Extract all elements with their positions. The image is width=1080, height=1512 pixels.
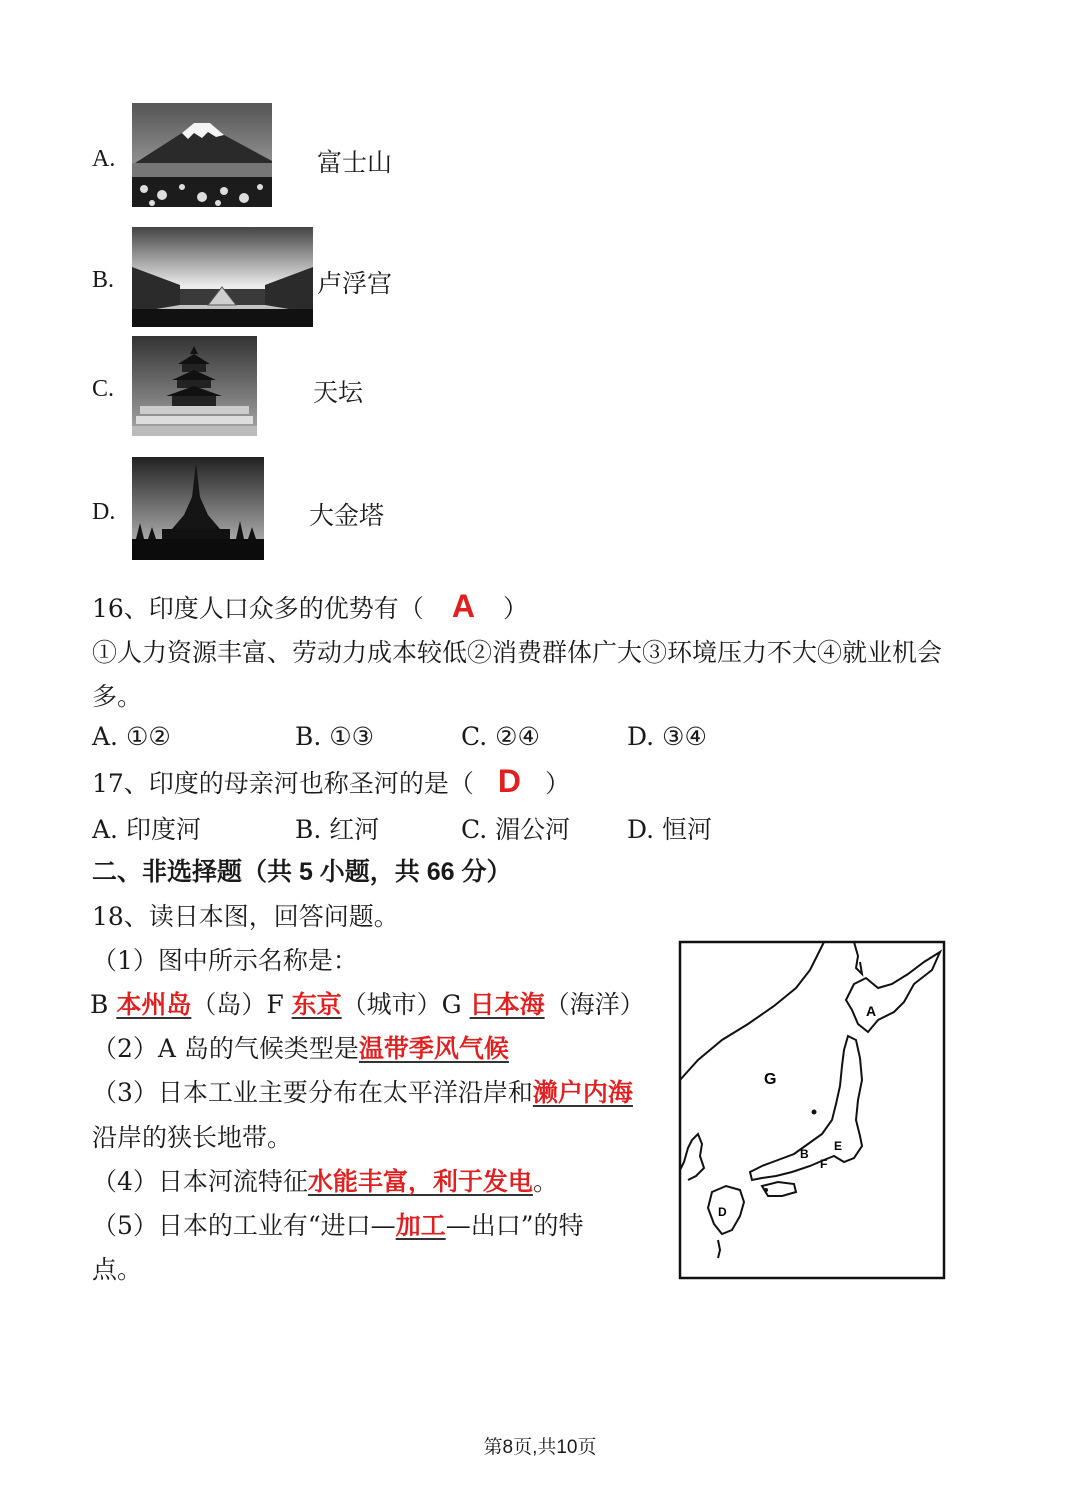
q16-option-d: D. ③④: [627, 722, 707, 751]
option-label: 富士山: [317, 148, 393, 177]
q17-stem: [92, 763, 570, 800]
label-ocean: （海洋）: [544, 990, 645, 1019]
q18-stem: 18、读日本图，回答问题。: [92, 902, 399, 931]
mount-fuji-photo: [132, 103, 272, 207]
q18-part3-line2: 沿岸的狭长地带。: [92, 1123, 293, 1152]
answer-river-feature: 水能丰富，利于发电: [307, 1167, 533, 1196]
q17-option-a: A. 印度河: [92, 815, 201, 844]
q18-part5-end: —出口”的特: [445, 1211, 584, 1240]
label-island-f: （岛）F: [191, 990, 284, 1019]
option-label: 卢浮宫: [317, 269, 393, 298]
shwedagon-pagoda-photo: [132, 457, 264, 560]
option-letter: C.: [92, 376, 115, 402]
option-letter: A.: [92, 146, 116, 172]
map-label-g: G: [764, 1071, 777, 1088]
q17-stem-close: ）: [544, 769, 570, 798]
answer-honshu: 本州岛: [116, 990, 192, 1019]
q17-option-d: D. 恒河: [627, 815, 713, 844]
q16-option-b: B. ①③: [295, 722, 375, 751]
map-label-a: A: [866, 1003, 877, 1019]
map-label-e: E: [834, 1139, 843, 1153]
page-footer: 第8页,共10页: [483, 1437, 597, 1458]
q16-stem: [92, 588, 528, 625]
option-letter: B.: [92, 267, 115, 293]
q18-part5-line2: 点。: [92, 1255, 143, 1284]
q17-answer: D: [497, 763, 521, 799]
q16-body-line2: 多。: [92, 682, 143, 711]
q17-option-c: C. 湄公河: [461, 815, 571, 844]
answer-climate: 温带季风气候: [358, 1034, 509, 1063]
answer-tokyo: 东京: [291, 990, 342, 1019]
answer-seto-inland-sea: 濑户内海: [532, 1078, 633, 1107]
japan-map: [678, 940, 946, 1280]
q18-part2: [92, 1029, 509, 1065]
q18-part3-text: （3）日本工业主要分布在太平洋沿岸和: [92, 1078, 533, 1107]
temple-of-heaven-photo: [132, 336, 257, 436]
q17-stem-text: 17、印度的母亲河也称圣河的是（: [92, 769, 474, 798]
map-label-f: F: [820, 1157, 828, 1171]
option-letter: D.: [92, 499, 116, 525]
q16-stem-close: ）: [502, 594, 528, 623]
q18-part4: [92, 1162, 558, 1198]
label-city-g: （城市）G: [341, 990, 462, 1019]
q16-answer: A: [451, 588, 475, 624]
q18-part1-answers: [90, 985, 645, 1021]
q18-part3: [92, 1073, 633, 1109]
option-label: 天坛: [313, 378, 364, 407]
q18-part5-text: （5）日本的工业有“进口—: [92, 1211, 396, 1240]
option-label: 大金塔: [309, 501, 385, 530]
q18-part4-text: （4）日本河流特征: [92, 1167, 308, 1196]
section-two-title: 二、非选择题（共 5 小题，共 66 分）: [92, 858, 512, 886]
label-b: B: [90, 990, 109, 1019]
q16-option-c: C. ②④: [461, 722, 540, 751]
map-label-d: D: [718, 1205, 727, 1219]
q16-option-a: A. ①②: [92, 722, 171, 751]
q18-part5: [92, 1206, 583, 1242]
q16-body-line1: ①人力资源丰富、劳动力成本较低②消费群体广大③环境压力不大④就业机会: [92, 638, 943, 667]
answer-sea-of-japan: 日本海: [469, 990, 545, 1019]
q18-part2-text: （2）A 岛的气候类型是: [92, 1034, 359, 1063]
q18-part4-end: 。: [532, 1167, 558, 1196]
q17-option-b: B. 红河: [295, 815, 380, 844]
q18-part1: （1）图中所示名称是：: [92, 946, 358, 975]
louvre-photo: [132, 227, 313, 327]
q16-stem-text: 16、印度人口众多的优势有（: [92, 594, 424, 623]
answer-processing: 加工: [395, 1211, 446, 1240]
map-label-b: B: [800, 1147, 809, 1161]
